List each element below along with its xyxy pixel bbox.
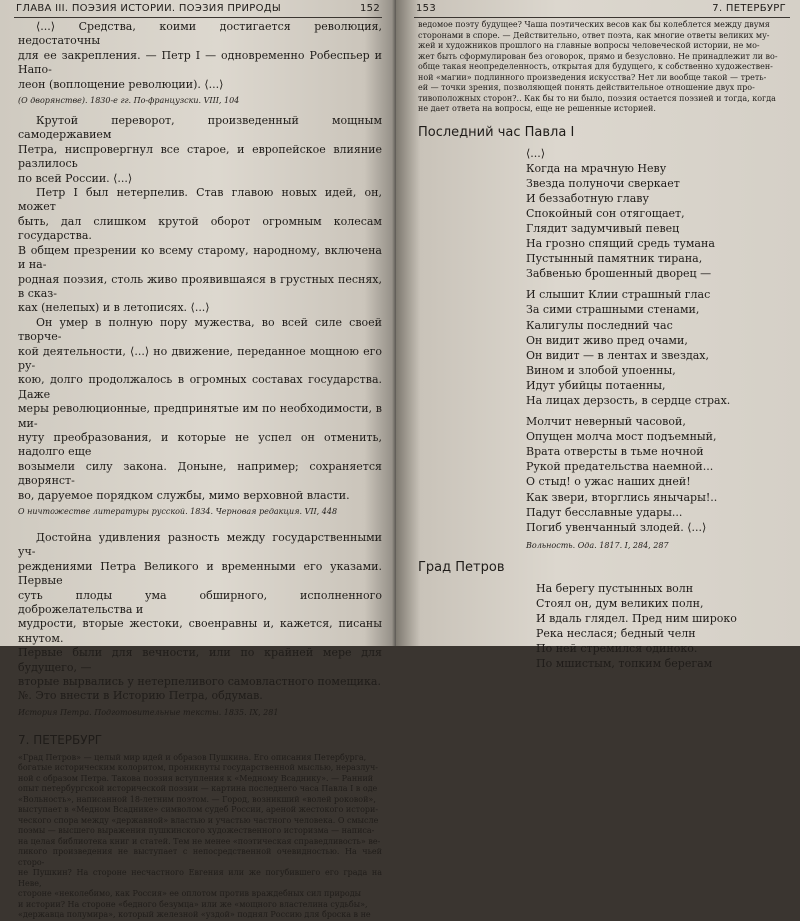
- verse-line: Звезда полуночи сверкает: [526, 176, 680, 190]
- left-running-head-text: ГЛАВА III. ПОЭЗИЯ ИСТОРИИ. ПОЭЗИЯ ПРИРОДЫ: [16, 3, 281, 14]
- verse-line: На берегу пустынных волн: [536, 581, 694, 595]
- text-line: богатые историческим колоритом, проникнуты государственной мыслью, неразлуч-: [18, 763, 378, 773]
- text-line: ной с образом Петра. Такова поэзия вступления к «Медному Всаднику». — Ранний: [18, 773, 374, 783]
- text-line: В общем презрении ко всему старому, народному, включена и на-: [18, 243, 382, 272]
- essay-continuation: [418, 20, 792, 115]
- text-line: сторонами в споре. — Действительно, ответ поэта, как многие ответы великих му-: [418, 30, 770, 40]
- right-page-number: 153: [416, 3, 436, 14]
- text-line: быть, дал слишком крутой оборот огромным колесам государства.: [18, 214, 382, 243]
- text-line: вторые вырвались у нетерпеливого самовластного помещика.: [18, 675, 381, 689]
- poem-1-stanza-3: [526, 414, 792, 535]
- text-line: и истории? На стороне «бедного безумца» или же «мощного властелина судьбы»,: [18, 899, 368, 909]
- text-line: мудрости, вторые жестоки, своенравны и, кажется, писаны кнутом.: [18, 617, 382, 645]
- text-line: леон (воплощение революции). ⟨...⟩: [18, 77, 224, 91]
- text-line: на целая библиотека книг и статей. Тем не менее «поэтическая справедливость» ве-: [18, 836, 381, 846]
- verse-line: О стыд! о ужас наших дней!: [526, 475, 691, 489]
- poem-1: [526, 146, 792, 535]
- verse-line: На грозно спящий средь тумана: [526, 237, 715, 251]
- verse-line: По мшистым, топким берегам: [536, 657, 713, 671]
- text-line: кою, долго продолжалось в огромных составах государства. Даже: [18, 373, 382, 401]
- text-line: ной «магии» подлинного произведения искусства? Нет ли вообще такой — треть-: [418, 72, 767, 82]
- text-line: возымели силу закона. Доныне, например; сохраняется дворянст-: [18, 459, 382, 488]
- right-running-head-text: 7. ПЕТЕРБУРГ: [712, 3, 786, 14]
- verse-line: И вдаль глядел. Пред ним широко: [536, 612, 737, 626]
- source-note-3: История Петра. Подготовительные тексты. 1835. IX, 281: [18, 707, 279, 717]
- quote-block-1: [18, 20, 382, 92]
- section-title: 7. ПЕТЕРБУРГ: [18, 732, 103, 747]
- text-line: ликого произведения не выступает с непосредственной очевидностью. На чьей сторо-: [18, 847, 382, 867]
- right-page: [396, 0, 800, 671]
- quote-block-3: [18, 531, 382, 704]
- verse-line: Падут бесславные удары...: [526, 505, 683, 519]
- verse-line: Погиб увенчанный злодей. ⟨...⟩: [526, 520, 707, 534]
- text-line: ческого спора между «державной» властью и участью частного человека. О смысле: [18, 815, 379, 825]
- text-line: родная поэзия, столь живо проявившаяся в грустных песнях, в сказ-: [18, 272, 382, 300]
- text-line: поэмы — высшего выражения пушкинского художественного историзма — написа-: [18, 826, 375, 836]
- right-page-content: [418, 20, 792, 671]
- text-line: Петр I был нетерпелив. Став главою новых идей, он, может: [18, 186, 382, 214]
- text-line: Крутой переворот, произведенный мощным самодержавием: [18, 114, 382, 142]
- poem-2: [536, 581, 792, 672]
- text-line: выступает в «Медном Всаднике» символом судеб России, ареной жестокого истори-: [18, 805, 379, 815]
- poem-1-stanza-2: [526, 287, 792, 408]
- verse-line: Идут убийцы потаенны,: [526, 378, 666, 392]
- text-line: жей и художников прошлого на главные вопросы человеческой истории, не мо-: [418, 41, 760, 50]
- verse-line: И слышит Клии страшный глас: [526, 288, 711, 302]
- left-page-content: [18, 20, 382, 921]
- text-line: «Вольность», написанной 18-летним поэтом. — Город, возникший «волей роковой»,: [18, 794, 376, 804]
- text-line: ках (нелепых) и в летописях. ⟨...⟩: [18, 301, 210, 315]
- text-line: кой деятельности, ⟨...⟩ но движение, переданное мощною его ру-: [18, 344, 382, 372]
- verse-line: ⟨...⟩: [526, 146, 546, 160]
- verse-line: Когда на мрачную Неву: [526, 161, 667, 175]
- text-line: стороне «неколебимо, как Россия» ее оплотом против враждебных сил природы: [18, 889, 362, 899]
- verse-line: На лицах дерзость, в сердце страх.: [526, 394, 731, 407]
- text-line: Он умер в полную пору мужества, во всей силе своей творче-: [18, 315, 382, 344]
- text-line: ⟨...⟩ Средства, коими достигается революция, недостаточны: [18, 20, 382, 48]
- verse-line: За сими страшными стенами,: [526, 303, 700, 317]
- text-line: ведомое поэту будущее? Чаша поэтических весов как бы колеблется между двумя: [418, 20, 770, 29]
- text-line: реждениями Петра Великого и временными его указами. Первые: [18, 559, 382, 588]
- source-note-1: (О дворянстве). 1830-е гг. По-французски. VIII, 104: [18, 96, 240, 106]
- text-line: опыт петербургской исторической поэзии — картина последнего часа Павла I в оде: [18, 784, 378, 794]
- text-line: обще такая неопределенность, открытая для будущего, к собственно художествен-: [418, 62, 773, 71]
- text-line: нуту преобразования, и которые не успел он отменить, надолго еще: [18, 430, 382, 459]
- poem-1-source: Вольность. Ода. 1817. I, 284, 287: [526, 540, 669, 550]
- source-note-2: О ничтожестве литературы русской. 1834. Черновая редакция. VII, 448: [18, 507, 338, 516]
- verse-line: Забвенью брошенный дворец —: [526, 267, 712, 281]
- verse-line: Спокойный сон отягощает,: [526, 206, 685, 220]
- verse-line: Река неслася; бедный челн: [536, 627, 696, 641]
- poem-title-2: Град Петров: [418, 559, 505, 575]
- left-running-head: [14, 3, 382, 18]
- essay-text: [18, 753, 382, 921]
- text-line: меры революционные, предпринятые им по необходимости, в ми-: [18, 402, 382, 430]
- poem-1-stanza-1: [526, 146, 792, 282]
- verse-line: Как звери, вторглись янычары!..: [526, 490, 718, 504]
- verse-line: Стоял он, дум великих полн,: [536, 596, 704, 610]
- verse-line: И беззаботную главу: [526, 191, 649, 205]
- text-line: №. Это внести в Историю Петра, обдумав.: [18, 689, 263, 703]
- text-line: по всей России. ⟨...⟩: [18, 171, 133, 185]
- verse-line: Вином и злобой упоенны,: [526, 363, 676, 377]
- verse-line: Рукой предательства наемной...: [526, 460, 714, 474]
- verse-line: Глядит задумчивый певец: [526, 221, 680, 235]
- text-line: «державца полумира», который железной «уздой» поднял Россию для броска в не: [18, 910, 371, 920]
- text-line: Достойна удивления разность между государственными уч-: [18, 531, 382, 559]
- verse-line: Пустынный памятник тирана,: [526, 252, 703, 266]
- text-line: для ее закрепления. — Петр I — одновременно Робеспьер и Напо-: [18, 48, 382, 77]
- quote-block-2: [18, 114, 382, 503]
- text-line: «Град Петров» — целый мир идей и образов Пушкина. Его описания Петербурга,: [18, 752, 367, 762]
- text-line: ей — точки зрения, позволяющей понять действительное отношение двух про-: [418, 83, 755, 92]
- text-line: тивоположных сторон?.. Как бы то ни было, поэзия остается поэзией и тогда, когда: [418, 93, 776, 103]
- text-line: во, даруемое порядком службы, мимо верховной власти.: [18, 488, 350, 502]
- poem-title-1: Последний час Павла I: [418, 124, 575, 140]
- right-running-head: [414, 3, 790, 18]
- verse-line: Калигулы последний час: [526, 318, 673, 332]
- text-line: жет быть сформулирован без оговорок, прямо и безусловно. Не принадлежит ли во-: [418, 51, 778, 61]
- text-line: не Пушкин? На стороне несчастного Евгения или же погубившего его града на Неве,: [18, 868, 382, 888]
- text-line: Первые были для вечности, или по крайней мере для будущего, —: [18, 646, 382, 674]
- text-line: не дает ответа на вопросы, еще не решенные историей.: [418, 104, 656, 113]
- verse-line: Он видит — в лентах и звездах,: [526, 348, 709, 362]
- verse-line: Он видит живо пред очами,: [526, 333, 688, 347]
- verse-line: Молчит неверный часовой,: [526, 415, 686, 429]
- text-line: Петра, ниспровергнул все старое, и европейское влияние разлилось: [18, 142, 382, 171]
- verse-line: По ней стремился одиноко.: [536, 642, 698, 656]
- text-line: суть плоды ума обширного, исполненного доброжелательства и: [18, 588, 382, 617]
- left-page: [0, 0, 396, 920]
- left-page-number: 152: [360, 3, 380, 14]
- verse-line: Врата отверсты в тьме ночной: [526, 445, 704, 459]
- verse-line: Опущен молча мост подъемный,: [526, 430, 717, 444]
